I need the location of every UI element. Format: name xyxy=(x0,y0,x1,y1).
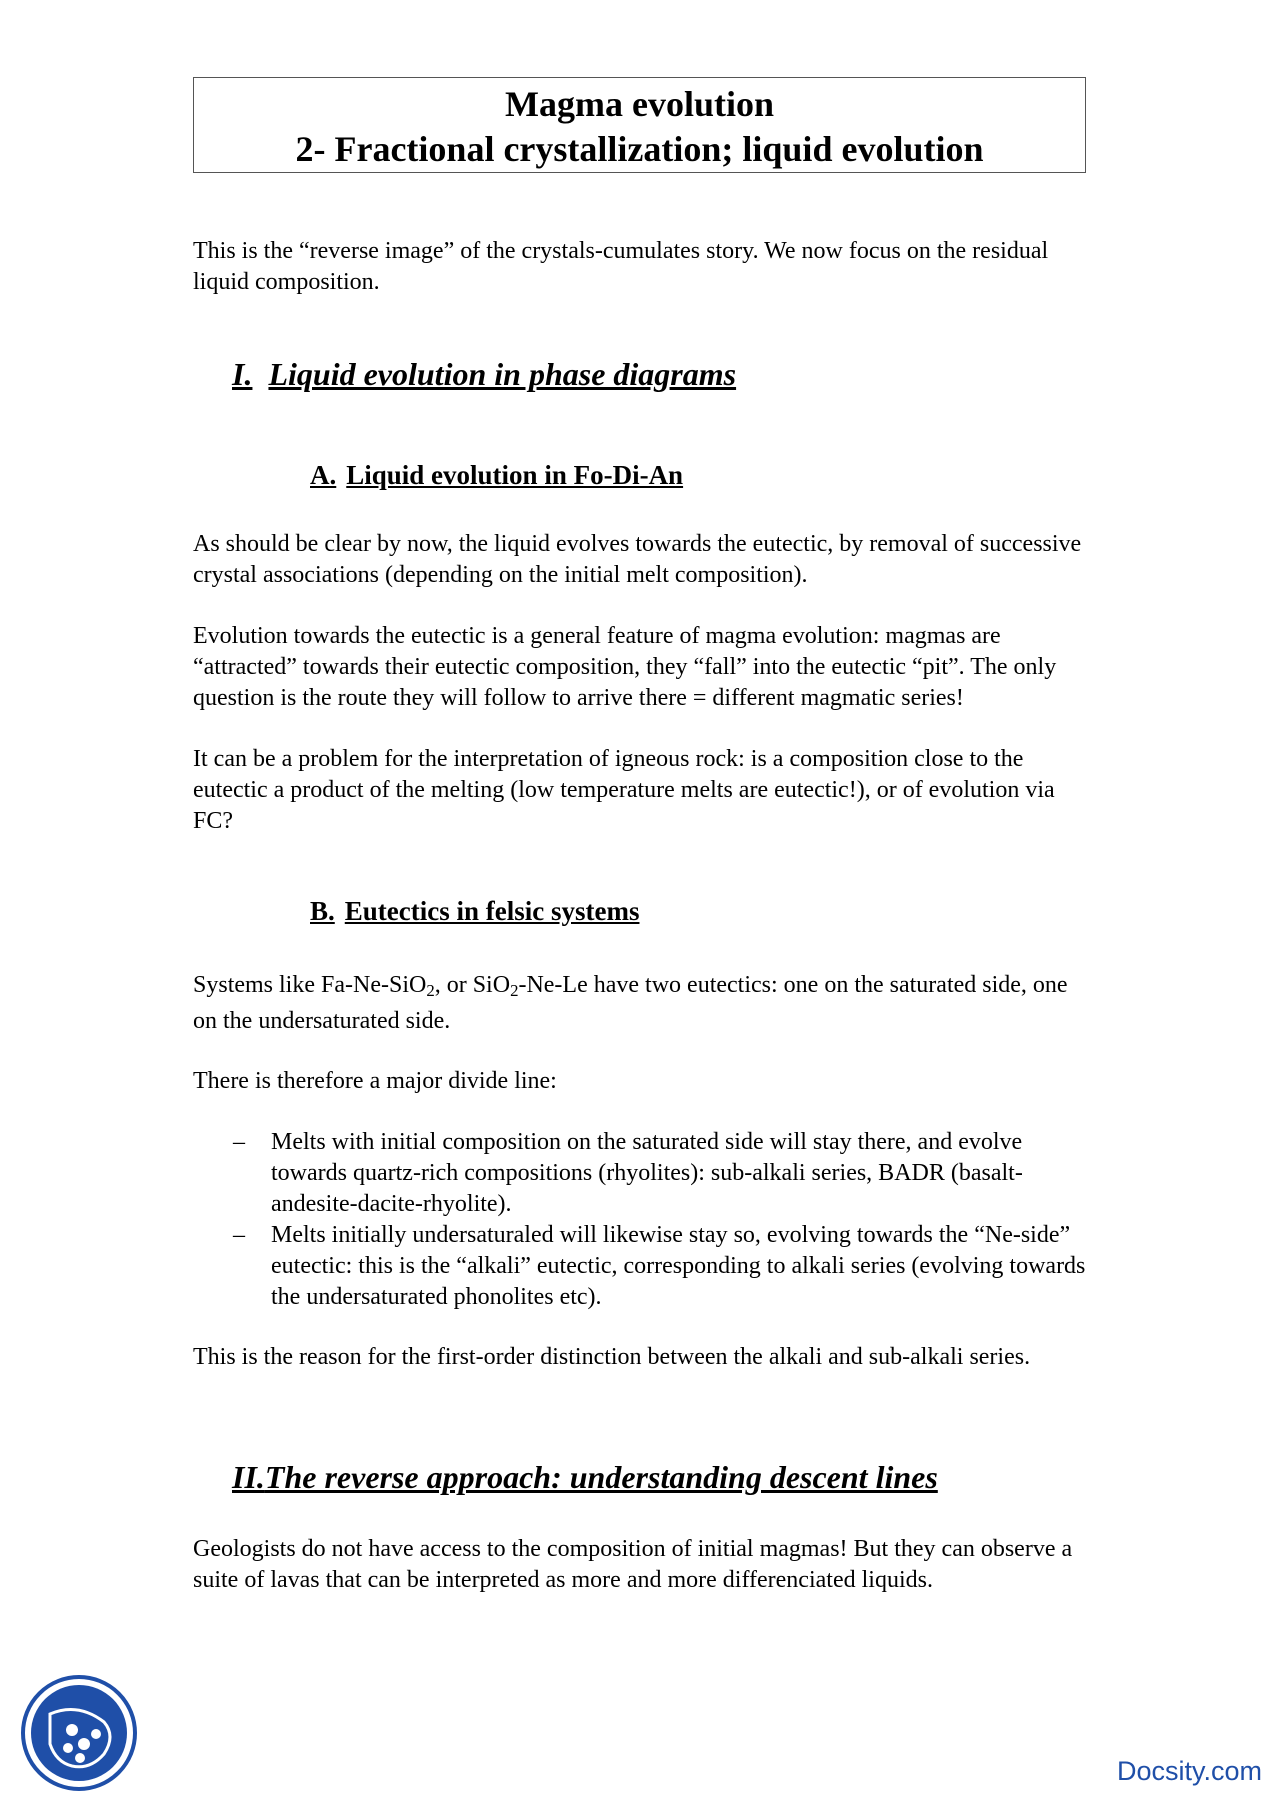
list-item xyxy=(193,1220,1093,1313)
geologists-paragraph: Geologists do not have access to the composition of initial magmas! But they can observe a suite of lavas that can be interpreted as more and more differenciated liquids. xyxy=(193,1536,1073,1593)
dash-bullet: – xyxy=(233,1129,245,1155)
section-1-heading xyxy=(232,354,736,394)
section-2-number: II. xyxy=(232,1459,265,1495)
section-1-number: I. xyxy=(232,356,253,392)
systems-text-2: , or SiO xyxy=(434,972,511,998)
intro-paragraph: This is the “reverse image” of the crystals-cumulates story. We now focus on the residual liquid composition. xyxy=(193,238,1049,295)
dash-bullet: – xyxy=(233,1222,245,1248)
list-item xyxy=(193,1127,1093,1220)
interpretation-paragraph: It can be a problem for the interpretation of igneous rock: is a composition close to the eutectic a product of the melting (low temperature melts are eutectic!), or of evolution via FC? xyxy=(193,746,1055,834)
divide-line-paragraph: There is therefore a major divide line: xyxy=(193,1068,557,1094)
eutectic-evolution-paragraph: Evolution towards the eutectic is a general feature of magma evolution: magmas are “attracted” towards their eutectic composition, they “fall” into the eutectic “pit”. The only question is the route they will follow to arrive there = different magmatic series! xyxy=(193,623,1057,711)
eutectic-removal-paragraph: As should be clear by now, the liquid evolves towards the eutectic, by removal of successive crystal associations (depending on the initial melt composition). xyxy=(193,531,1082,588)
subsection-a-number: A. xyxy=(310,460,337,490)
subsection-b-title: Eutectics in felsic systems xyxy=(344,896,640,926)
section-2-heading xyxy=(232,1457,938,1497)
subsection-b-number: B. xyxy=(310,896,335,926)
systems-text-3: -Ne-Le have two eutectics: one on the saturated side, one on the undersaturated side. xyxy=(193,972,1068,1034)
subscript-2: 2 xyxy=(426,981,435,1001)
conclusion-paragraph: This is the reason for the first-order distinction between the alkali and sub-alkali series. xyxy=(193,1344,1031,1370)
document-subtitle: 2- Fractional crystallization; liquid evolution xyxy=(295,129,984,169)
title-box xyxy=(193,77,1086,173)
section-1-title: Liquid evolution in phase diagrams xyxy=(268,356,737,392)
list-item-text: Melts initially undersaturaled will likewise stay so, evolving towards the “Ne-side” eutectic: this is the “alkali” eutectic, corresponding to alkali series (evolving towards the undersaturated phonolites etc). xyxy=(271,1222,1086,1310)
subsection-b-heading xyxy=(310,894,639,928)
series-list xyxy=(193,1127,1093,1313)
list-item-text: Melts with initial composition on the saturated side will stay there, and evolve towards quartz-rich compositions (rhyolites): sub-alkali series, BADR (basalt-andesite-dacite-rhyolite). xyxy=(271,1129,1023,1217)
subsection-a-heading xyxy=(310,458,683,492)
docsity-link[interactable]: Docsity.com xyxy=(1116,1756,1262,1786)
subsection-a-title: Liquid evolution in Fo-Di-An xyxy=(346,460,684,490)
systems-paragraph xyxy=(193,967,1093,1039)
systems-text-1: Systems like Fa-Ne-SiO xyxy=(193,972,427,998)
section-2-title: The reverse approach: understanding descent lines xyxy=(264,1459,938,1495)
document-title: Magma evolution xyxy=(505,84,774,124)
subscript-2: 2 xyxy=(510,981,519,1001)
docsity-logo-icon[interactable] xyxy=(20,1674,138,1792)
